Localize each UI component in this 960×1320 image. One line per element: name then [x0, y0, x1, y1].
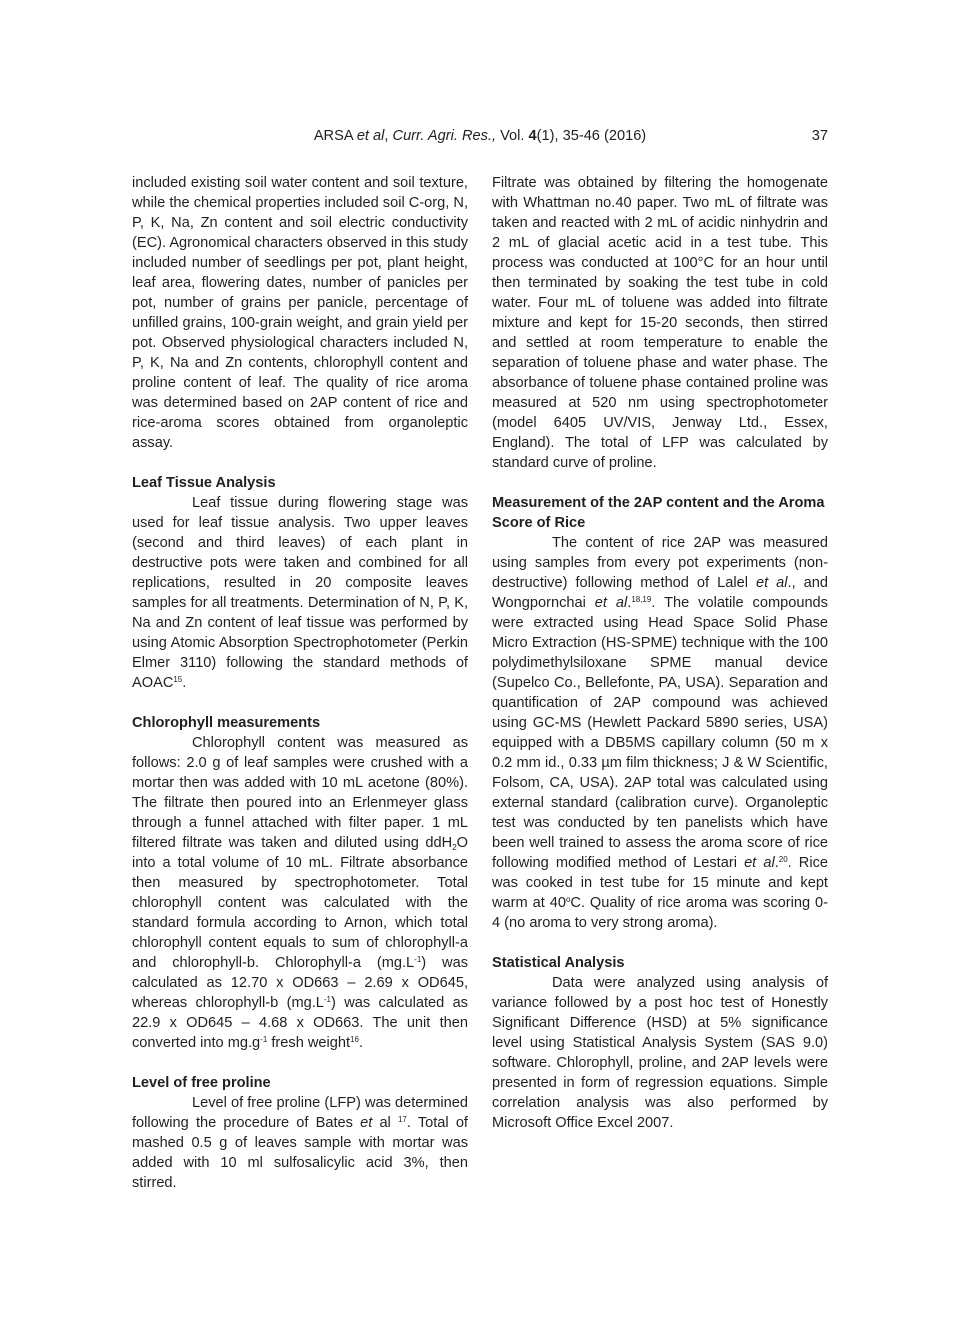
header-sep: , — [384, 128, 389, 144]
right-column — [492, 173, 828, 1133]
heading-statistical-analysis: Statistical Analysis — [492, 955, 625, 971]
citation-20: 20 — [778, 855, 788, 864]
paragraph-statistical-analysis: Data were analyzed using analysis of variance followed by a post hoc test of Honestly Significant Difference (HSD) at 5% significance level using Statistical Analysis System (SAS 9.0) software. Chlorophyll, proline, and 2AP levels were presented in form of regression equations. Simple correlation analysis was also performed by Microsoft Office Excel 2007. — [492, 975, 828, 1131]
journal-citation — [132, 128, 828, 144]
citation-18-19: 18,19 — [631, 595, 652, 604]
paragraph-2ap: The content of rice 2AP was measured using samples from every pot experiments (non-destructive) following method of Lalel et al., and Wongpornchai et al.$^{18,19}$. The volatile compounds were extracted using Head Space Solid Phase Micro Extraction (HS-SPME) technique with the 100 polydimethylsiloxane SPME manual device (Supelco Co., Bellefonte, PA, USA). Separation and quantification of 2AP compound was achieved using GC-MS (Hewlett Packard 5890 series, USA) equipped with a DB5MS capillary column (50 m x 0.2 mm id., 0.33 µm film thickness; J & W Scientific, Folsom, CA, USA). 2AP total was calculated using external standard (calibration curve). Organoleptic test was conducted by ten panelists which have been well trained to assess the aroma score of rice following modified method of Lestari et al.$^{20}$. Rice was cooked in test tube for 15 minute and kept warm at 40$^o$C. Quality of rice aroma was scoring 0-4 (no aroma to very strong aroma). — [492, 535, 829, 931]
header-vol-num: 4 — [528, 128, 537, 144]
paragraph-leaf-tissue: Leaf tissue during flowering stage was used for leaf tissue analysis. Two upper leaves (second and third leaves) of each plant in destructive pots were taken and combined for all replications, resulted in 20 composite leaves samples for all treatments. Determination of N, P, K, Na and Zn content of leaf tissue was performed by using Atomic Absorption Spectrophotometer (Perkin Elmer 3110) following the standard methods of AOAC$^{15}$. — [132, 495, 468, 691]
page-number: 37 — [811, 128, 828, 144]
paragraph-filtrate: Filtrate was obtained by filtering the homogenate with Whattman no.40 paper. Two mL of filtrate was taken and reacted with 2 mL of acidic ninhydrin and 2 mL of glacial acetic acid in a test tube. This process was conducted at 100°C for an hour until then terminated by soaking the test tube in cold water. Four mL of toluene was added into filtrate mixture and kept for 15-20 seconds, then stirred and settled at room temperature to enable the separation of toluene phase and water phase. The absorbance of toluene phase contained proline was measured at 520 nm using spectrophotometer (model 6405 UV/VIS, Jenway Ltd., Essex, England). The total of LFP was calculated by standard curve of proline. — [492, 175, 828, 471]
paragraph-free-proline: Level of free proline (LFP) was determined following the procedure of Bates et al $^{17}$. Total of mashed 0.5 g of leaves sample with mortar was added with 10 ml sulfosalicylic acid 3%, then stirred. — [132, 1095, 468, 1191]
paragraph-observed-characters: included existing soil water content and soil texture, while the chemical properties included soil C-org, N, P, K, Na, Zn content and soil electric conductivity (EC). Agronomical characters observed in this study included number of seedlings per pot, plant height, leaf area, flowering dates, number of panicles per pot, number of grains per panicle, percentage of unfilled grains, 100-grain weight, and grain yield per pot. Observed physiological characters included N, P, K, Na and Zn contents, chlorophyll content and proline content of leaf. The quality of rice aroma was determined based on 2AP content of rice and rice-aroma scores obtained from organoleptic assay. — [132, 175, 468, 451]
header-journal: Curr. Agri. Res., — [392, 128, 497, 144]
heading-free-proline: Level of free proline — [132, 1075, 271, 1091]
citation-16: 16 — [350, 1035, 359, 1044]
header-vol-rest: (1), 35-46 (2016) — [536, 128, 647, 144]
heading-leaf-tissue: Leaf Tissue Analysis — [132, 475, 276, 491]
header-authors: ARSA — [313, 128, 353, 144]
citation-15: 15 — [173, 675, 183, 684]
heading-2ap-measurement: Measurement of the 2AP content and the Aroma Score of Rice — [492, 495, 825, 531]
heading-chlorophyll: Chlorophyll measurements — [132, 715, 321, 731]
left-column — [132, 173, 468, 1193]
header-etal: et al — [356, 128, 385, 144]
degree-symbol: o — [565, 895, 571, 904]
paragraph-chlorophyll: Chlorophyll content was measured as follows: 2.0 g of leaf samples were crushed with a mortar then was added with 10 mL acetone (80%). The filtrate then poured into an Erlenmeyer glass through a funnel attached with filter paper. 1 mL filtered filtrate was taken and diluted using ddH$_2$O into a total volume of 10 mL. Filtrate absorbance then measured by spectrophotometer. Total chlorophyll content was calculated with the standard formula according to Arnon, which total chlorophyll content equals to sum of chlorophyll-a and chlorophyll-b. Chlorophyll-a $(mg.L^{-1})$ was calculated as 12.70 x OD663 – 2.69 x OD645, whereas chlorophyll-b $(mg.L^{-1})$ was calculated as 22.9 x OD645 – 4.68 x OD663. The unit then converted into $mg.g^{-1}$ fresh weight$^{16}$. — [132, 735, 468, 1051]
running-header — [132, 128, 828, 150]
citation-17: 17 — [397, 1115, 407, 1124]
header-vol-label: Vol. — [500, 128, 525, 144]
